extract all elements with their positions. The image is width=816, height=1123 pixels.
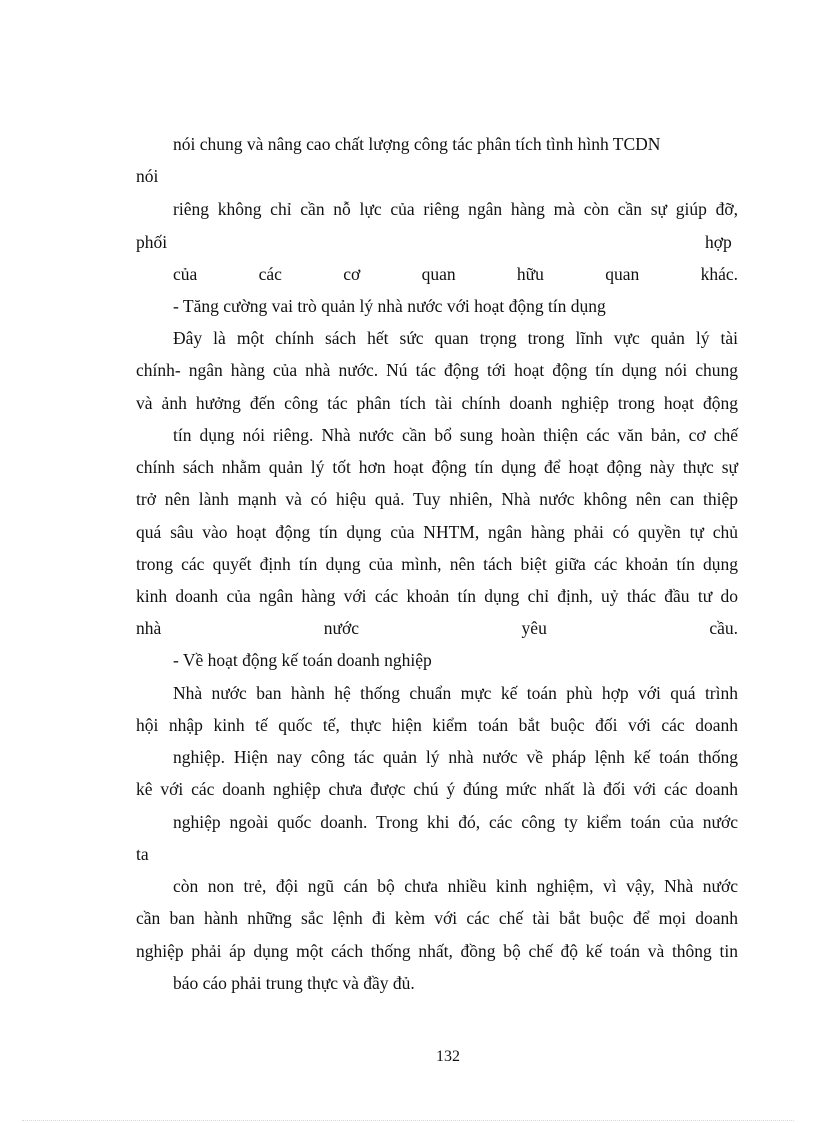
text-line: nói [136,166,159,186]
text-line: ta [136,844,149,864]
text-line: nói chung và nâng cao chất lượng công tác phân tích tình hình TCDN [173,134,661,154]
text-line: nghiệp. Hiện nay công tác quản lý nhà nước về pháp lệnh kế toán thống [173,747,738,767]
word: các [258,264,282,284]
text-line: nghiệp ngoài quốc doanh. Trong khi đó, các công ty kiểm toán của nước [173,812,738,832]
text-line: trong các quyết định tín dụng của mình, nên tách biệt giữa các khoản tín dụng [136,554,738,574]
text-line: cần ban hành những sắc lệnh đi kèm với các chế tài bắt buộc để mọi doanh [136,908,738,928]
text-line: Đây là một chính sách hết sức quan trọng trong lĩnh vực quản lý tài [173,328,738,348]
text-line: kê với các doanh nghiệp chưa được chú ý đúng mức nhất là đối với các doanh [136,779,738,799]
spread-line [136,617,738,639]
section-heading: - Về hoạt động kế toán doanh nghiệp [173,650,432,670]
word: cầu. [709,618,738,638]
text-line: nghiệp phải áp dụng một cách thống nhất, đồng bộ chế độ kế toán và thông tin [136,941,738,961]
word: nước [323,618,360,638]
text-line: hội nhập kinh tế quốc tế, thực hiện kiểm toán bắt buộc đối với các doanh [136,715,738,735]
text-line: tín dụng nói riêng. Nhà nước cần bổ sung hoàn thiện các văn bản, cơ chế [173,425,738,445]
text-line: còn non trẻ, đội ngũ cán bộ chưa nhiều kinh nghiệm, vì vậy, Nhà nước [173,876,738,896]
text-line: và ảnh hưởng đến công tác phân tích tài chính doanh nghiệp trong hoạt động [136,393,738,413]
page-edge-divider [22,1120,794,1121]
text-line: trở nên lành mạnh và có hiệu quả. Tuy nhiên, Nhà nước không nên can thiệp [136,489,738,509]
section-heading: - Tăng cường vai trò quản lý nhà nước với hoạt động tín dụng [173,296,606,316]
word: yêu [521,618,547,638]
text-line: quá sâu vào hoạt động tín dụng của NHTM, ngân hàng phải có quyền tự chủ [136,522,738,542]
text-line: Nhà nước ban hành hệ thống chuẩn mực kế toán phù hợp với quá trình [173,683,738,703]
text-line: phối [136,232,168,252]
word: quan [421,264,456,284]
word: quan [605,264,640,284]
text-line: báo cáo phải trung thực và đầy đủ. [173,973,415,993]
text-line: chính sách nhằm quản lý tốt hơn hoạt động tín dụng để hoạt động này thực sự [136,457,738,477]
text-line: hợp [705,232,732,252]
word: nhà [136,618,162,638]
text-line: chính- ngân hàng của nhà nước. Nú tác động tới hoạt động tín dụng nói chung [136,360,738,380]
word: cơ [343,264,361,284]
word: khác. [700,264,738,284]
word: hữu [516,264,544,284]
text-line: riêng không chỉ cần nỗ lực của riêng ngân hàng mà còn cần sự giúp đỡ, [173,199,738,219]
page-number: 132 [436,1048,460,1065]
text-line: kinh doanh của ngân hàng với các khoản tín dụng chỉ định, uỷ thác đầu tư do [136,586,738,606]
word: của [173,264,198,284]
spread-line [173,263,738,285]
